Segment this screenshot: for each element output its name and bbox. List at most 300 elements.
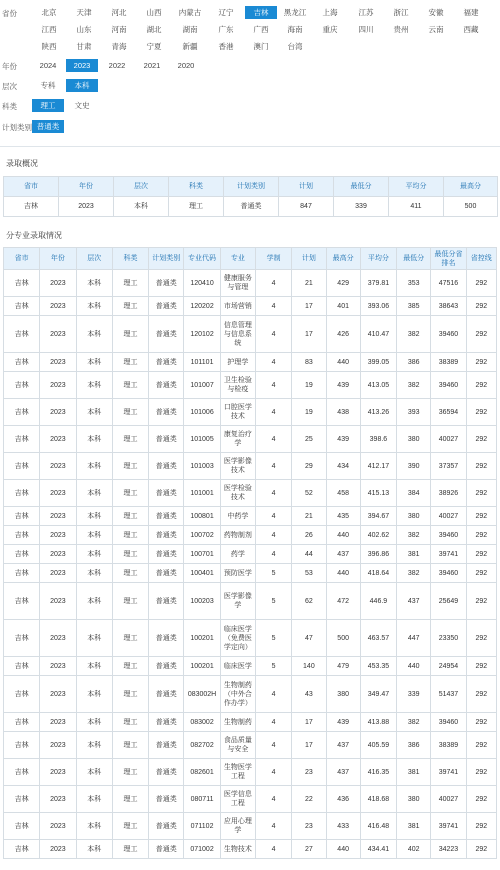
- column-header: 最低分省排名: [431, 248, 466, 270]
- table-cell: 吉林: [4, 840, 40, 859]
- province-option[interactable]: 新疆: [182, 42, 198, 51]
- table-cell: 吉林: [4, 197, 59, 217]
- table-row: [4, 813, 497, 840]
- table-cell: 382: [397, 713, 431, 732]
- table-cell: 本科: [76, 526, 112, 545]
- table-cell: 292: [466, 399, 496, 426]
- table-cell: 412.17: [360, 453, 396, 480]
- table-cell: 吉林: [4, 453, 40, 480]
- table-cell: 51437: [431, 676, 466, 713]
- province-option[interactable]: 福建: [463, 8, 479, 17]
- column-header: 年份: [59, 177, 114, 197]
- province-option[interactable]: 内蒙古: [178, 8, 202, 17]
- table-cell: 43: [292, 676, 326, 713]
- level-option[interactable]: 专科: [40, 81, 56, 90]
- table-cell: 39460: [431, 372, 466, 399]
- table-cell: 439: [326, 426, 360, 453]
- table-cell: 2023: [40, 545, 76, 564]
- table-cell: 理工: [112, 480, 148, 507]
- table-row: [4, 786, 497, 813]
- province-option[interactable]: 安徽: [428, 8, 444, 17]
- table-cell: 37357: [431, 453, 466, 480]
- column-header: 年份: [40, 248, 76, 270]
- major-name-cell: 生物医学工程: [220, 759, 255, 786]
- table-cell: 理工: [112, 372, 148, 399]
- table-cell: 2023: [40, 507, 76, 526]
- table-cell: 4: [255, 297, 291, 316]
- table-cell: 453.35: [360, 657, 396, 676]
- table-cell: 393: [397, 399, 431, 426]
- table-cell: 17: [292, 713, 326, 732]
- table-cell: 普通类: [149, 399, 184, 426]
- table-cell: 380: [326, 676, 360, 713]
- table-cell: 39460: [431, 564, 466, 583]
- table-cell: 101005: [184, 426, 220, 453]
- table-cell: 吉林: [4, 316, 40, 353]
- table-cell: 5: [255, 564, 291, 583]
- table-cell: 吉林: [4, 759, 40, 786]
- table-cell: 本科: [76, 297, 112, 316]
- table-cell: 本科: [76, 399, 112, 426]
- table-row: [4, 545, 497, 564]
- table-cell: 25649: [431, 583, 466, 620]
- table-cell: 38389: [431, 732, 466, 759]
- major-name-cell: 应用心理学: [220, 813, 255, 840]
- table-cell: 292: [466, 526, 496, 545]
- year-option[interactable]: 2021: [143, 61, 161, 70]
- table-cell: 吉林: [4, 480, 40, 507]
- table-cell: 100801: [184, 507, 220, 526]
- table-cell: 本科: [76, 372, 112, 399]
- table-cell: 83: [292, 353, 326, 372]
- province-option[interactable]: 贵州: [393, 25, 409, 34]
- table-cell: 120410: [184, 270, 220, 297]
- level-option[interactable]: 本科: [66, 79, 98, 92]
- table-cell: 479: [326, 657, 360, 676]
- table-cell: 100701: [184, 545, 220, 564]
- column-header: 科类: [169, 177, 224, 197]
- column-header: 计划类别: [149, 248, 184, 270]
- table-cell: 理工: [112, 759, 148, 786]
- table-cell: 本科: [76, 840, 112, 859]
- table-cell: 吉林: [4, 564, 40, 583]
- major-name-cell: 预防医学: [220, 564, 255, 583]
- table-cell: 339: [397, 676, 431, 713]
- summary-section-title: 录取概况: [6, 159, 38, 168]
- table-cell: 4: [255, 507, 291, 526]
- table-cell: 500: [326, 620, 360, 657]
- major-admission-table: [3, 247, 497, 859]
- province-option[interactable]: 青海: [111, 42, 127, 51]
- table-cell: 本科: [76, 620, 112, 657]
- column-header: 科类: [112, 248, 148, 270]
- table-cell: 100201: [184, 657, 220, 676]
- column-header: 计划: [292, 248, 326, 270]
- table-cell: 本科: [76, 316, 112, 353]
- subject-option[interactable]: 文史: [74, 101, 90, 110]
- table-cell: 393.06: [360, 297, 396, 316]
- table-cell: 吉林: [4, 676, 40, 713]
- table-cell: 普通类: [149, 453, 184, 480]
- table-cell: 386: [397, 353, 431, 372]
- table-cell: 401: [326, 297, 360, 316]
- table-cell: 405.59: [360, 732, 396, 759]
- table-cell: 384: [397, 480, 431, 507]
- table-cell: 292: [466, 713, 496, 732]
- province-option[interactable]: 澳门: [253, 42, 269, 51]
- table-cell: 本科: [76, 713, 112, 732]
- table-cell: 39741: [431, 545, 466, 564]
- table-cell: 吉林: [4, 620, 40, 657]
- table-cell: 463.57: [360, 620, 396, 657]
- table-cell: 413.05: [360, 372, 396, 399]
- table-cell: 2023: [40, 564, 76, 583]
- table-cell: 理工: [112, 399, 148, 426]
- subject-option[interactable]: 理工: [32, 99, 64, 112]
- table-cell: 381: [397, 545, 431, 564]
- table-cell: 本科: [76, 426, 112, 453]
- detail-section-title: 分专业录取情况: [6, 231, 62, 240]
- table-cell: 普通类: [149, 297, 184, 316]
- table-row: [4, 399, 497, 426]
- table-cell: 理工: [112, 732, 148, 759]
- table-cell: 本科: [76, 732, 112, 759]
- table-cell: 083002: [184, 713, 220, 732]
- province-option[interactable]: 山西: [146, 8, 162, 17]
- table-cell: 440: [326, 353, 360, 372]
- table-row: [4, 676, 497, 713]
- table-cell: 101003: [184, 453, 220, 480]
- table-cell: 吉林: [4, 507, 40, 526]
- table-cell: 4: [255, 316, 291, 353]
- table-cell: 292: [466, 316, 496, 353]
- major-name-cell: 康复治疗学: [220, 426, 255, 453]
- table-cell: 23: [292, 813, 326, 840]
- province-option[interactable]: 陕西: [41, 42, 57, 51]
- table-row: [4, 372, 497, 399]
- table-cell: 418.68: [360, 786, 396, 813]
- table-cell: 普通类: [149, 564, 184, 583]
- table-cell: 2023: [40, 732, 76, 759]
- table-cell: 普通类: [149, 426, 184, 453]
- summary-table: [3, 176, 498, 217]
- table-cell: 385: [397, 297, 431, 316]
- province-option[interactable]: 重庆: [322, 25, 338, 34]
- table-cell: 本科: [76, 813, 112, 840]
- table-cell: 292: [466, 840, 496, 859]
- province-option[interactable]: 上海: [322, 8, 338, 17]
- province-option[interactable]: 北京: [41, 8, 57, 17]
- table-cell: 439: [326, 713, 360, 732]
- province-option[interactable]: 吉林: [245, 6, 277, 19]
- table-cell: 418.64: [360, 564, 396, 583]
- table-cell: 52: [292, 480, 326, 507]
- table-cell: 理工: [112, 426, 148, 453]
- table-cell: 292: [466, 732, 496, 759]
- table-cell: 2023: [40, 426, 76, 453]
- table-cell: 62: [292, 583, 326, 620]
- table-cell: 4: [255, 526, 291, 545]
- column-header: 省市: [4, 177, 59, 197]
- major-name-cell: 信息管理与信息系统: [220, 316, 255, 353]
- table-cell: 吉林: [4, 713, 40, 732]
- table-cell: 本科: [114, 197, 169, 217]
- table-cell: 2023: [40, 453, 76, 480]
- table-cell: 2023: [59, 197, 114, 217]
- table-cell: 17: [292, 732, 326, 759]
- table-cell: 4: [255, 353, 291, 372]
- table-cell: 101007: [184, 372, 220, 399]
- table-cell: 普通类: [149, 732, 184, 759]
- major-name-cell: 口腔医学技术: [220, 399, 255, 426]
- subject-label: 科类: [2, 102, 17, 111]
- table-row: [4, 270, 497, 297]
- table-cell: 292: [466, 545, 496, 564]
- column-header: 专业代码: [184, 248, 220, 270]
- table-cell: 普通类: [149, 676, 184, 713]
- table-cell: 普通类: [149, 316, 184, 353]
- column-header: 省控线: [466, 248, 496, 270]
- table-cell: 381: [397, 813, 431, 840]
- table-cell: 082601: [184, 759, 220, 786]
- table-cell: 本科: [76, 564, 112, 583]
- major-name-cell: 医学检验技术: [220, 480, 255, 507]
- major-name-cell: 临床医学（免费医学定向）: [220, 620, 255, 657]
- column-header: 层次: [76, 248, 112, 270]
- province-option[interactable]: 浙江: [393, 8, 409, 17]
- table-row: [4, 507, 497, 526]
- table-cell: 292: [466, 453, 496, 480]
- table-cell: 2023: [40, 297, 76, 316]
- table-cell: 17: [292, 297, 326, 316]
- province-option[interactable]: 云南: [428, 25, 444, 34]
- province-option[interactable]: 湖南: [182, 25, 198, 34]
- table-cell: 本科: [76, 676, 112, 713]
- table-cell: 普通类: [149, 657, 184, 676]
- table-cell: 380: [397, 507, 431, 526]
- major-name-cell: 生物制药（中外合作办学）: [220, 676, 255, 713]
- table-row: [4, 526, 497, 545]
- table-cell: 44: [292, 545, 326, 564]
- table-cell: 100201: [184, 620, 220, 657]
- province-option[interactable]: 四川: [358, 25, 374, 34]
- province-option[interactable]: 湖北: [146, 25, 162, 34]
- province-option[interactable]: 香港: [218, 42, 234, 51]
- table-cell: 普通类: [149, 526, 184, 545]
- table-cell: 本科: [76, 759, 112, 786]
- major-name-cell: 药学: [220, 545, 255, 564]
- table-cell: 2023: [40, 713, 76, 732]
- table-cell: 292: [466, 426, 496, 453]
- table-cell: 429: [326, 270, 360, 297]
- table-cell: 440: [397, 657, 431, 676]
- table-cell: 本科: [76, 786, 112, 813]
- table-cell: 437: [326, 732, 360, 759]
- table-cell: 吉林: [4, 270, 40, 297]
- table-row: [4, 564, 497, 583]
- province-option[interactable]: 山东: [76, 25, 92, 34]
- table-cell: 普通类: [149, 372, 184, 399]
- table-cell: 292: [466, 583, 496, 620]
- table-cell: 100203: [184, 583, 220, 620]
- table-cell: 426: [326, 316, 360, 353]
- table-cell: 普通类: [149, 759, 184, 786]
- province-option[interactable]: 台湾: [287, 42, 303, 51]
- table-cell: 吉林: [4, 297, 40, 316]
- summary-header-row: [4, 177, 498, 197]
- table-cell: 292: [466, 564, 496, 583]
- province-option[interactable]: 河南: [111, 25, 127, 34]
- table-row: [4, 297, 497, 316]
- table-cell: 理工: [112, 840, 148, 859]
- table-cell: 292: [466, 657, 496, 676]
- table-cell: 本科: [76, 583, 112, 620]
- major-name-cell: 护理学: [220, 353, 255, 372]
- plan-type-label: 计划类别: [2, 123, 32, 132]
- table-cell: 19: [292, 399, 326, 426]
- table-cell: 434.41: [360, 840, 396, 859]
- table-cell: 435: [326, 507, 360, 526]
- table-cell: 4: [255, 813, 291, 840]
- table-cell: 吉林: [4, 583, 40, 620]
- table-cell: 437: [326, 759, 360, 786]
- table-cell: 416.48: [360, 813, 396, 840]
- table-cell: 吉林: [4, 526, 40, 545]
- table-cell: 2023: [40, 657, 76, 676]
- table-cell: 472: [326, 583, 360, 620]
- table-cell: 本科: [76, 270, 112, 297]
- table-cell: 理工: [112, 353, 148, 372]
- year-option[interactable]: 2023: [66, 59, 98, 72]
- major-name-cell: 生物技术: [220, 840, 255, 859]
- major-name-cell: 生物制药: [220, 713, 255, 732]
- major-name-cell: 健康服务与管理: [220, 270, 255, 297]
- column-header: 专业: [220, 248, 255, 270]
- province-option[interactable]: 黑龙江: [283, 8, 307, 17]
- province-label: 省份: [2, 9, 17, 18]
- table-cell: 理工: [112, 316, 148, 353]
- table-cell: 17: [292, 316, 326, 353]
- table-cell: 理工: [112, 713, 148, 732]
- table-cell: 吉林: [4, 426, 40, 453]
- table-cell: 436: [326, 786, 360, 813]
- table-cell: 理工: [112, 657, 148, 676]
- table-cell: 22: [292, 786, 326, 813]
- table-cell: 5: [255, 620, 291, 657]
- province-option[interactable]: 西藏: [463, 25, 479, 34]
- table-cell: 理工: [112, 786, 148, 813]
- province-option[interactable]: 广西: [253, 25, 269, 34]
- table-cell: 本科: [76, 453, 112, 480]
- year-option[interactable]: 2022: [108, 61, 126, 70]
- province-option[interactable]: 海南: [287, 25, 303, 34]
- table-cell: 普通类: [149, 813, 184, 840]
- table-cell: 本科: [76, 545, 112, 564]
- table-cell: 413.26: [360, 399, 396, 426]
- table-cell: 379.81: [360, 270, 396, 297]
- table-cell: 399.05: [360, 353, 396, 372]
- table-cell: 理工: [112, 620, 148, 657]
- table-cell: 普通类: [149, 583, 184, 620]
- province-option[interactable]: 河北: [111, 8, 127, 17]
- table-cell: 23350: [431, 620, 466, 657]
- table-cell: 500: [444, 197, 498, 217]
- table-cell: 24954: [431, 657, 466, 676]
- column-header: 最高分: [326, 248, 360, 270]
- table-cell: 吉林: [4, 732, 40, 759]
- table-cell: 438: [326, 399, 360, 426]
- table-cell: 理工: [112, 270, 148, 297]
- table-row: [4, 353, 497, 372]
- table-cell: 吉林: [4, 545, 40, 564]
- table-cell: 理工: [112, 564, 148, 583]
- table-cell: 4: [255, 732, 291, 759]
- major-name-cell: 市场营销: [220, 297, 255, 316]
- table-cell: 吉林: [4, 353, 40, 372]
- table-cell: 071102: [184, 813, 220, 840]
- year-option[interactable]: 2020: [177, 61, 195, 70]
- table-cell: 4: [255, 480, 291, 507]
- table-cell: 292: [466, 759, 496, 786]
- table-cell: 292: [466, 676, 496, 713]
- table-cell: 吉林: [4, 657, 40, 676]
- table-cell: 40027: [431, 426, 466, 453]
- column-header: 平均分: [389, 177, 444, 197]
- table-cell: 2023: [40, 270, 76, 297]
- table-row: [4, 732, 497, 759]
- table-cell: 082702: [184, 732, 220, 759]
- table-cell: 437: [397, 583, 431, 620]
- province-option[interactable]: 宁夏: [146, 42, 162, 51]
- table-cell: 本科: [76, 657, 112, 676]
- table-cell: 458: [326, 480, 360, 507]
- table-row: [4, 316, 497, 353]
- year-label: 年份: [2, 62, 17, 71]
- table-cell: 292: [466, 372, 496, 399]
- province-option[interactable]: 辽宁: [218, 8, 234, 17]
- province-option[interactable]: 广东: [218, 25, 234, 34]
- table-cell: 5: [255, 583, 291, 620]
- table-row: [4, 583, 497, 620]
- table-cell: 理工: [112, 676, 148, 713]
- province-option[interactable]: 甘肃: [76, 42, 92, 51]
- major-name-cell: 卫生检验与检疫: [220, 372, 255, 399]
- column-header: 省市: [4, 248, 40, 270]
- table-cell: 292: [466, 297, 496, 316]
- table-cell: 19: [292, 372, 326, 399]
- province-option[interactable]: 江苏: [358, 8, 374, 17]
- table-cell: 2023: [40, 353, 76, 372]
- table-cell: 本科: [76, 480, 112, 507]
- table-cell: 普通类: [149, 620, 184, 657]
- province-option[interactable]: 江西: [41, 25, 57, 34]
- table-cell: 2023: [40, 316, 76, 353]
- table-cell: 普通类: [149, 840, 184, 859]
- table-cell: 理工: [169, 197, 224, 217]
- province-option[interactable]: 天津: [76, 8, 92, 17]
- table-cell: 382: [397, 564, 431, 583]
- table-cell: 29: [292, 453, 326, 480]
- major-name-cell: 医学影像技术: [220, 453, 255, 480]
- table-cell: 34223: [431, 840, 466, 859]
- plan-type-option[interactable]: 普通类: [32, 120, 64, 133]
- table-cell: 26: [292, 526, 326, 545]
- year-option[interactable]: 2024: [39, 61, 57, 70]
- table-cell: 433: [326, 813, 360, 840]
- table-cell: 440: [326, 564, 360, 583]
- column-header: 学制: [255, 248, 291, 270]
- major-name-cell: 临床医学: [220, 657, 255, 676]
